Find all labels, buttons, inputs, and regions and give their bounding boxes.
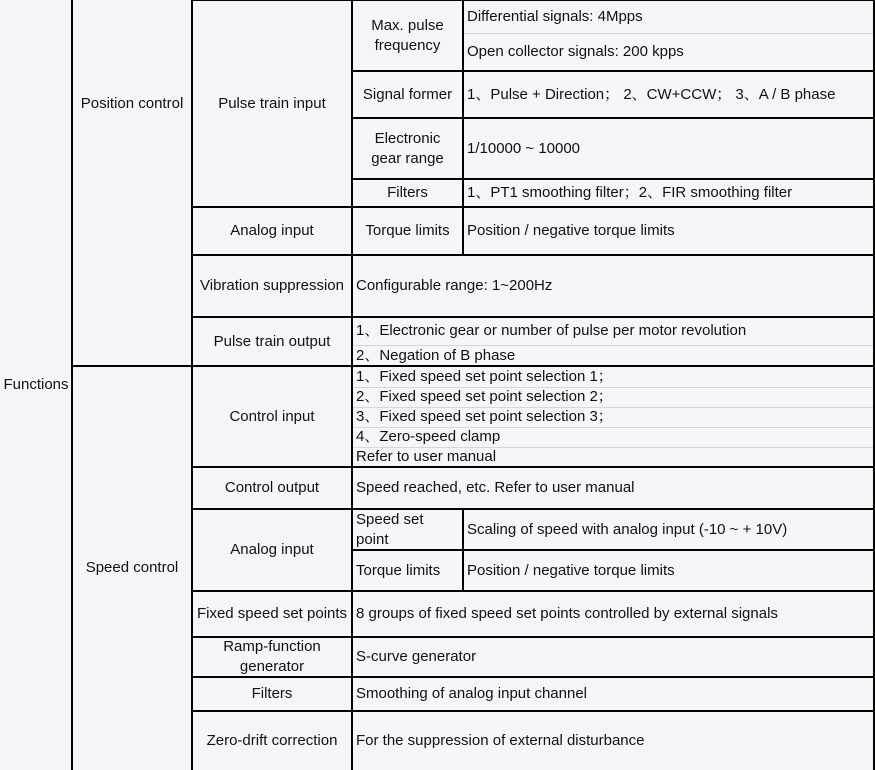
- grid-h-677: [192, 676, 875, 678]
- grid-h-255: [192, 254, 875, 256]
- zero-drift-correction-label: Zero-drift correction: [206, 731, 338, 749]
- electronic-gear-range-value: 1/10000 ~ 10000: [467, 139, 581, 157]
- separator-control-input-2: [352, 407, 875, 408]
- grid-h-467: [192, 466, 875, 468]
- speed-analog-input-label: Analog input: [230, 541, 314, 558]
- grid-h-550: [352, 549, 875, 551]
- grid-h-317: [192, 316, 875, 318]
- signal-former-value: 1、Pulse + Direction； 2、CW+CCW； 3、A / B phase: [467, 85, 836, 103]
- control-input-value-5: Refer to user manual: [356, 448, 497, 465]
- grid-v-1: [71, 0, 73, 770]
- separator-control-input-3: [352, 427, 875, 428]
- functions-label: Functions: [3, 376, 69, 393]
- max-pulse-differential-value: Differential signals: 4Mpps: [467, 7, 643, 25]
- speed-filters-value: Smoothing of analog input channel: [356, 685, 588, 702]
- max-pulse-open-collector-value: Open collector signals: 200 kpps: [467, 43, 684, 60]
- zero-drift-correction-value: For the suppression of external disturbance: [356, 731, 645, 749]
- grid-h-637: [192, 636, 875, 638]
- speed-set-point-value: Scaling of speed with analog input (-10 ~ + 10V): [467, 520, 788, 538]
- grid-h-179: [352, 178, 875, 180]
- vibration-suppression-value: Configurable range: 1~200Hz: [356, 277, 553, 294]
- grid-h-591: [192, 590, 875, 592]
- grid-h-118: [352, 117, 875, 119]
- position-control-label: Position control: [80, 94, 184, 112]
- position-torque-limits-label: Torque limits: [365, 222, 450, 239]
- position-filters-value: 1、PT1 smoothing filter；2、FIR smoothing filter: [467, 184, 793, 201]
- position-torque-limits-value: Position / negative torque limits: [467, 222, 675, 239]
- grid-h-71: [352, 70, 875, 72]
- separator-control-input-4: [352, 447, 875, 448]
- grid-h-711: [192, 710, 875, 712]
- grid-h-366: [72, 365, 875, 367]
- ramp-function-generator-label: Ramp-function generator: [223, 638, 321, 675]
- pulse-output-value-1: 1、Electronic gear or number of pulse per motor revolution: [356, 322, 747, 339]
- control-input-value-3: 3、Fixed speed set point selection 3；: [356, 408, 613, 425]
- control-input-value-4: 4、Zero-speed clamp: [356, 428, 501, 445]
- separator-pulse-output: [352, 345, 875, 346]
- pulse-train-output-label: Pulse train output: [213, 332, 331, 350]
- max-pulse-frequency-label: Max. pulse frequency: [371, 16, 444, 54]
- speed-control-label: Speed control: [85, 559, 179, 576]
- speed-torque-limits-label: Torque limits: [356, 561, 441, 579]
- control-input-value-1: 1、Fixed speed set point selection 1；: [356, 368, 613, 385]
- fixed-speed-set-points-value: 8 groups of fixed speed set points controlled by external signals: [356, 605, 778, 622]
- separator-max-pulse: [463, 33, 875, 34]
- pulse-output-value-2: 2、Negation of B phase: [356, 346, 516, 364]
- speed-set-point-label: Speed set point: [356, 510, 424, 548]
- grid-v-4a: [462, 0, 464, 255]
- grid-v-2: [191, 0, 193, 770]
- position-analog-input-label: Analog input: [230, 222, 314, 239]
- control-input-value-2: 2、Fixed speed set point selection 2；: [356, 388, 613, 405]
- electronic-gear-range-label: Electronic gear range: [371, 129, 444, 167]
- fixed-speed-set-points-label: Fixed speed set points: [196, 605, 348, 622]
- vibration-suppression-label: Vibration suppression: [200, 277, 344, 294]
- grid-v-3: [351, 0, 353, 770]
- control-input-label: Control input: [229, 407, 315, 425]
- grid-h-509: [192, 508, 875, 510]
- grid-h-207: [192, 206, 875, 208]
- grid-h-top: [192, 0, 875, 1]
- ramp-function-generator-value: S-curve generator: [356, 648, 477, 665]
- speed-filters-label: Filters: [251, 685, 293, 702]
- signal-former-label: Signal former: [362, 85, 453, 103]
- control-output-label: Control output: [224, 479, 320, 496]
- position-filters-label: Filters: [387, 184, 428, 201]
- pulse-train-input-label: Pulse train input: [218, 94, 326, 112]
- separator-control-input-1: [352, 387, 875, 388]
- control-output-value: Speed reached, etc. Refer to user manual: [356, 479, 635, 496]
- speed-torque-limits-value: Position / negative torque limits: [467, 561, 675, 579]
